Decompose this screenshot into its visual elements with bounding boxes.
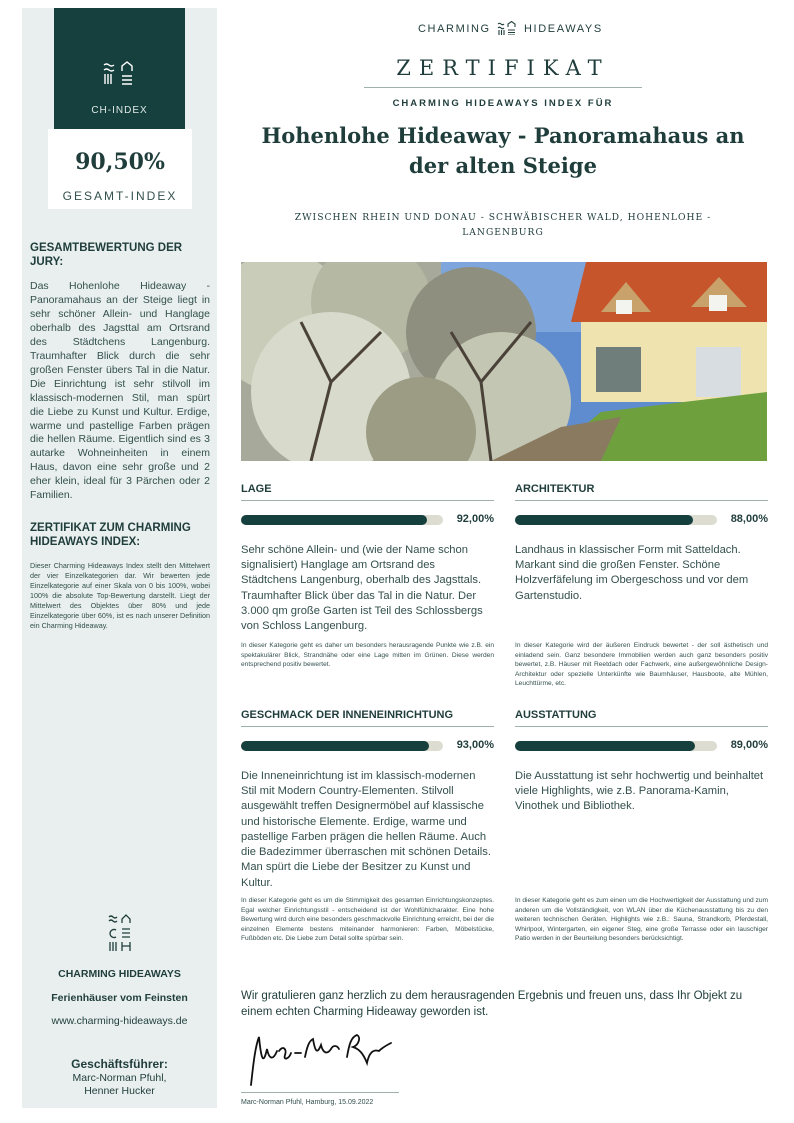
score-bar [515,739,768,753]
signature-line [241,1092,399,1093]
score-bar [241,739,494,753]
jury-heading: GESAMTBEWERTUNG DER JURY: [30,242,183,269]
footer-tagline: Ferienhäuser vom Feinsten [51,992,188,1004]
ch-index-badge [54,8,185,129]
category-description: Sehr schöne Allein- und (wie der Name schon signalisiert) Hanglage am Ortsrand des Städtchens Langenburg, oberhalb des Jagsttals. Traumhafter Blick über das Tal in die Natur. Der 3.000 qm große Garten ist Teil des Schlossbergs von Schloss Langenburg. [241,544,483,633]
ceo-name-1: Marc-Norman Pfuhl, [72,1072,167,1084]
category-description: Die Inneneinrichtung ist im klassisch-modernen Stil mit Modern Country-Elementen. Stilvoll ausgewählt treffen Designermöbel auf klassische und historische Elemente. Erdige, warme und pastellige Farben prägen die hellen Räume. Auch die Badezimmer überraschen mit schönen Details. Man spürt die Liebe der Besitzer zu Kunst und Kultur. [241,770,491,889]
category-description: Die Ausstattung ist sehr hochwertig und beinhaltet viele Highlights, wie z.B. Panorama-Kamin, Vinothek und Bibliothek. [515,770,764,813]
score-bar-fill [515,515,693,525]
footer-logo-icon [22,913,217,958]
category-title: ARCHITEKTUR [515,483,768,501]
score-bar [515,513,768,527]
footer-website-link[interactable]: www.charming-hideaways.de [51,1015,188,1027]
property-photo [241,262,767,461]
brand-name-left: CHARMING [418,23,491,35]
signature-caption: Marc-Norman Pfuhl, Hamburg, 15.09.2022 [241,1099,374,1106]
score-value: 89,00% [730,739,768,751]
category-architektur [515,483,768,688]
category-note: In dieser Kategorie wird der äußeren Eindruck bewertet - der soll ästhetisch und einladend sein. Ganz besondere Immobilien werden auch ganz besonders positiv bewertet, z.B. Häuser mit Reetdach oder Fachwerk, eine außergewöhnliche Design-Architektur oder spezielle Unterkünfte wie Baumhäuser, Hausboote, alte Mühlen, Leuchttürme, etc. [515,642,768,688]
score-bar-track [241,741,443,751]
footer-company: CHARMING HIDEAWAYS [58,968,181,980]
ch-logo-icon [54,60,185,91]
congratulations-text: Wir gratulieren ganz herzlich zu dem herausragenden Ergebnis und freuen uns, dass Ihr Objekt zu einem echten Charming Hideaway geworden ist. [241,990,743,1019]
index-text: Dieser Charming Hideaways Index stellt den Mittelwert der vier Einzelkategorien dar. Wir bewerten jede Einzelkategorie auf einer Skala von 0 bis 100%, wobei 100% die absolute Top-Bewertung darstellt. Liegt der Mittelwert des Objektes über 80% und jede Einzelkategorie über 60%, ist es nach unserer Definition ein Charming Hideaway. [30,561,210,631]
score-bar [241,513,494,527]
score-bar-track [515,515,717,525]
score-value: 93,00% [456,739,494,751]
certificate-title: ZERTIFIKAT [396,56,610,80]
certificate-subtitle: CHARMING HIDEAWAYS INDEX FÜR [392,98,614,109]
property-name: Hohenlohe Hideaway - Panoramahaus an der alten Steige [261,123,745,179]
category-ausstattung [515,709,768,943]
ceo-label: Geschäftsführer: [71,1057,168,1071]
signature-image [243,1027,403,1094]
category-inneneinrichtung [241,709,494,943]
total-score-value: 90,50% [75,149,165,175]
sidebar [22,8,217,1108]
category-title: GESCHMACK DER INNENEINRICHTUNG [241,709,494,727]
title-divider [364,87,642,88]
category-note: In dieser Kategorie geht es daher um besonders herausragende Punkte wie z.B. ein spektakulärer Blick, Strandnähe oder eine Lage mitten im Grünen. Diese werden entsprechend positiv bewertet. [241,642,494,669]
badge-label: CH-INDEX [91,105,148,116]
score-value: 92,00% [456,513,494,525]
score-value: 88,00% [730,513,768,525]
property-region: ZWISCHEN RHEIN UND DONAU - SCHWÄBISCHER WALD, HOHENLOHE - LANGENBURG [294,212,712,239]
total-score-label: GESAMT-INDEX [62,189,178,203]
category-lage [241,483,494,669]
category-title: AUSSTATTUNG [515,709,768,727]
index-heading: ZERTIFIKAT ZUM CHARMING HIDEAWAYS INDEX: [30,522,191,549]
score-bar-track [515,741,717,751]
brand-logo [418,21,603,38]
score-bar-fill [515,741,695,751]
jury-text: Das Hohenlohe Hideaway - Panoramahaus an der Steige liegt in sehr schöner Allein- und Hanglage oberhalb des Jagsttal am Ortsrand des Städtchens Langenburg. Traumhafter Blick durch die sehr großen Fenster übers Tal in die Natur. Die Einrichtung ist sehr stilvoll im klassisch-modernen Stil, man spürt die Liebe zu Kunst und Kultur. Erdige, warme und pastellige Farben prägen die hellen Räume. Eigentlich sind es 3 autarke Wohneinheiten in einem Haus, davon eine sehr große und 2 eher klein, ideal für 3 Pärchen oder 2 Familien. [30,280,210,502]
total-score-box [48,129,192,209]
category-note: In dieser Kategorie geht es zum einen um die Hochwertigkeit der Ausstattung und zum anderen um die Vollständigkeit, von WLAN über die Küchenausstattung bis zu den weiteren technischen Geräten. Highlights wie z.B.: Sauna, Strandkorb, Pferdestall, Whirlpool, Wintergarten, ein eigener Steg, eine große Terrasse oder ein lauschiger Patio werden in der Beurteilung besonders berücksichtigt. [515,897,768,943]
brand-name-right: HIDEAWAYS [524,23,603,35]
score-bar-track [241,515,443,525]
category-title: LAGE [241,483,494,501]
score-bar-fill [241,515,427,525]
brand-mark-icon [497,21,517,38]
category-note: In dieser Kategorie geht es um die Stimmigkeit des gesamten Einrichtungskonzeptes. Egal welcher Einrichtungsstil - entscheidend ist der Wohlfühlcharakter. Eine hohe Bewertung wird durch eine besonders geschmackvolle Einrichtung erreicht, bei der die einzelnen Elemente bestens miteinander harmonieren: Farben, Möbelstücke, Fußböden etc. Die Liebe zum Detail sollte spürbar sein. [241,897,494,943]
ceo-name-2: Henner Hucker [84,1085,155,1097]
category-description: Landhaus in klassischer Form mit Satteldach. Markant sind die großen Fenster. Schöne Holzverfäfelung im Obergeschoss und vor dem Gartenstudio. [515,544,749,602]
score-bar-fill [241,741,429,751]
